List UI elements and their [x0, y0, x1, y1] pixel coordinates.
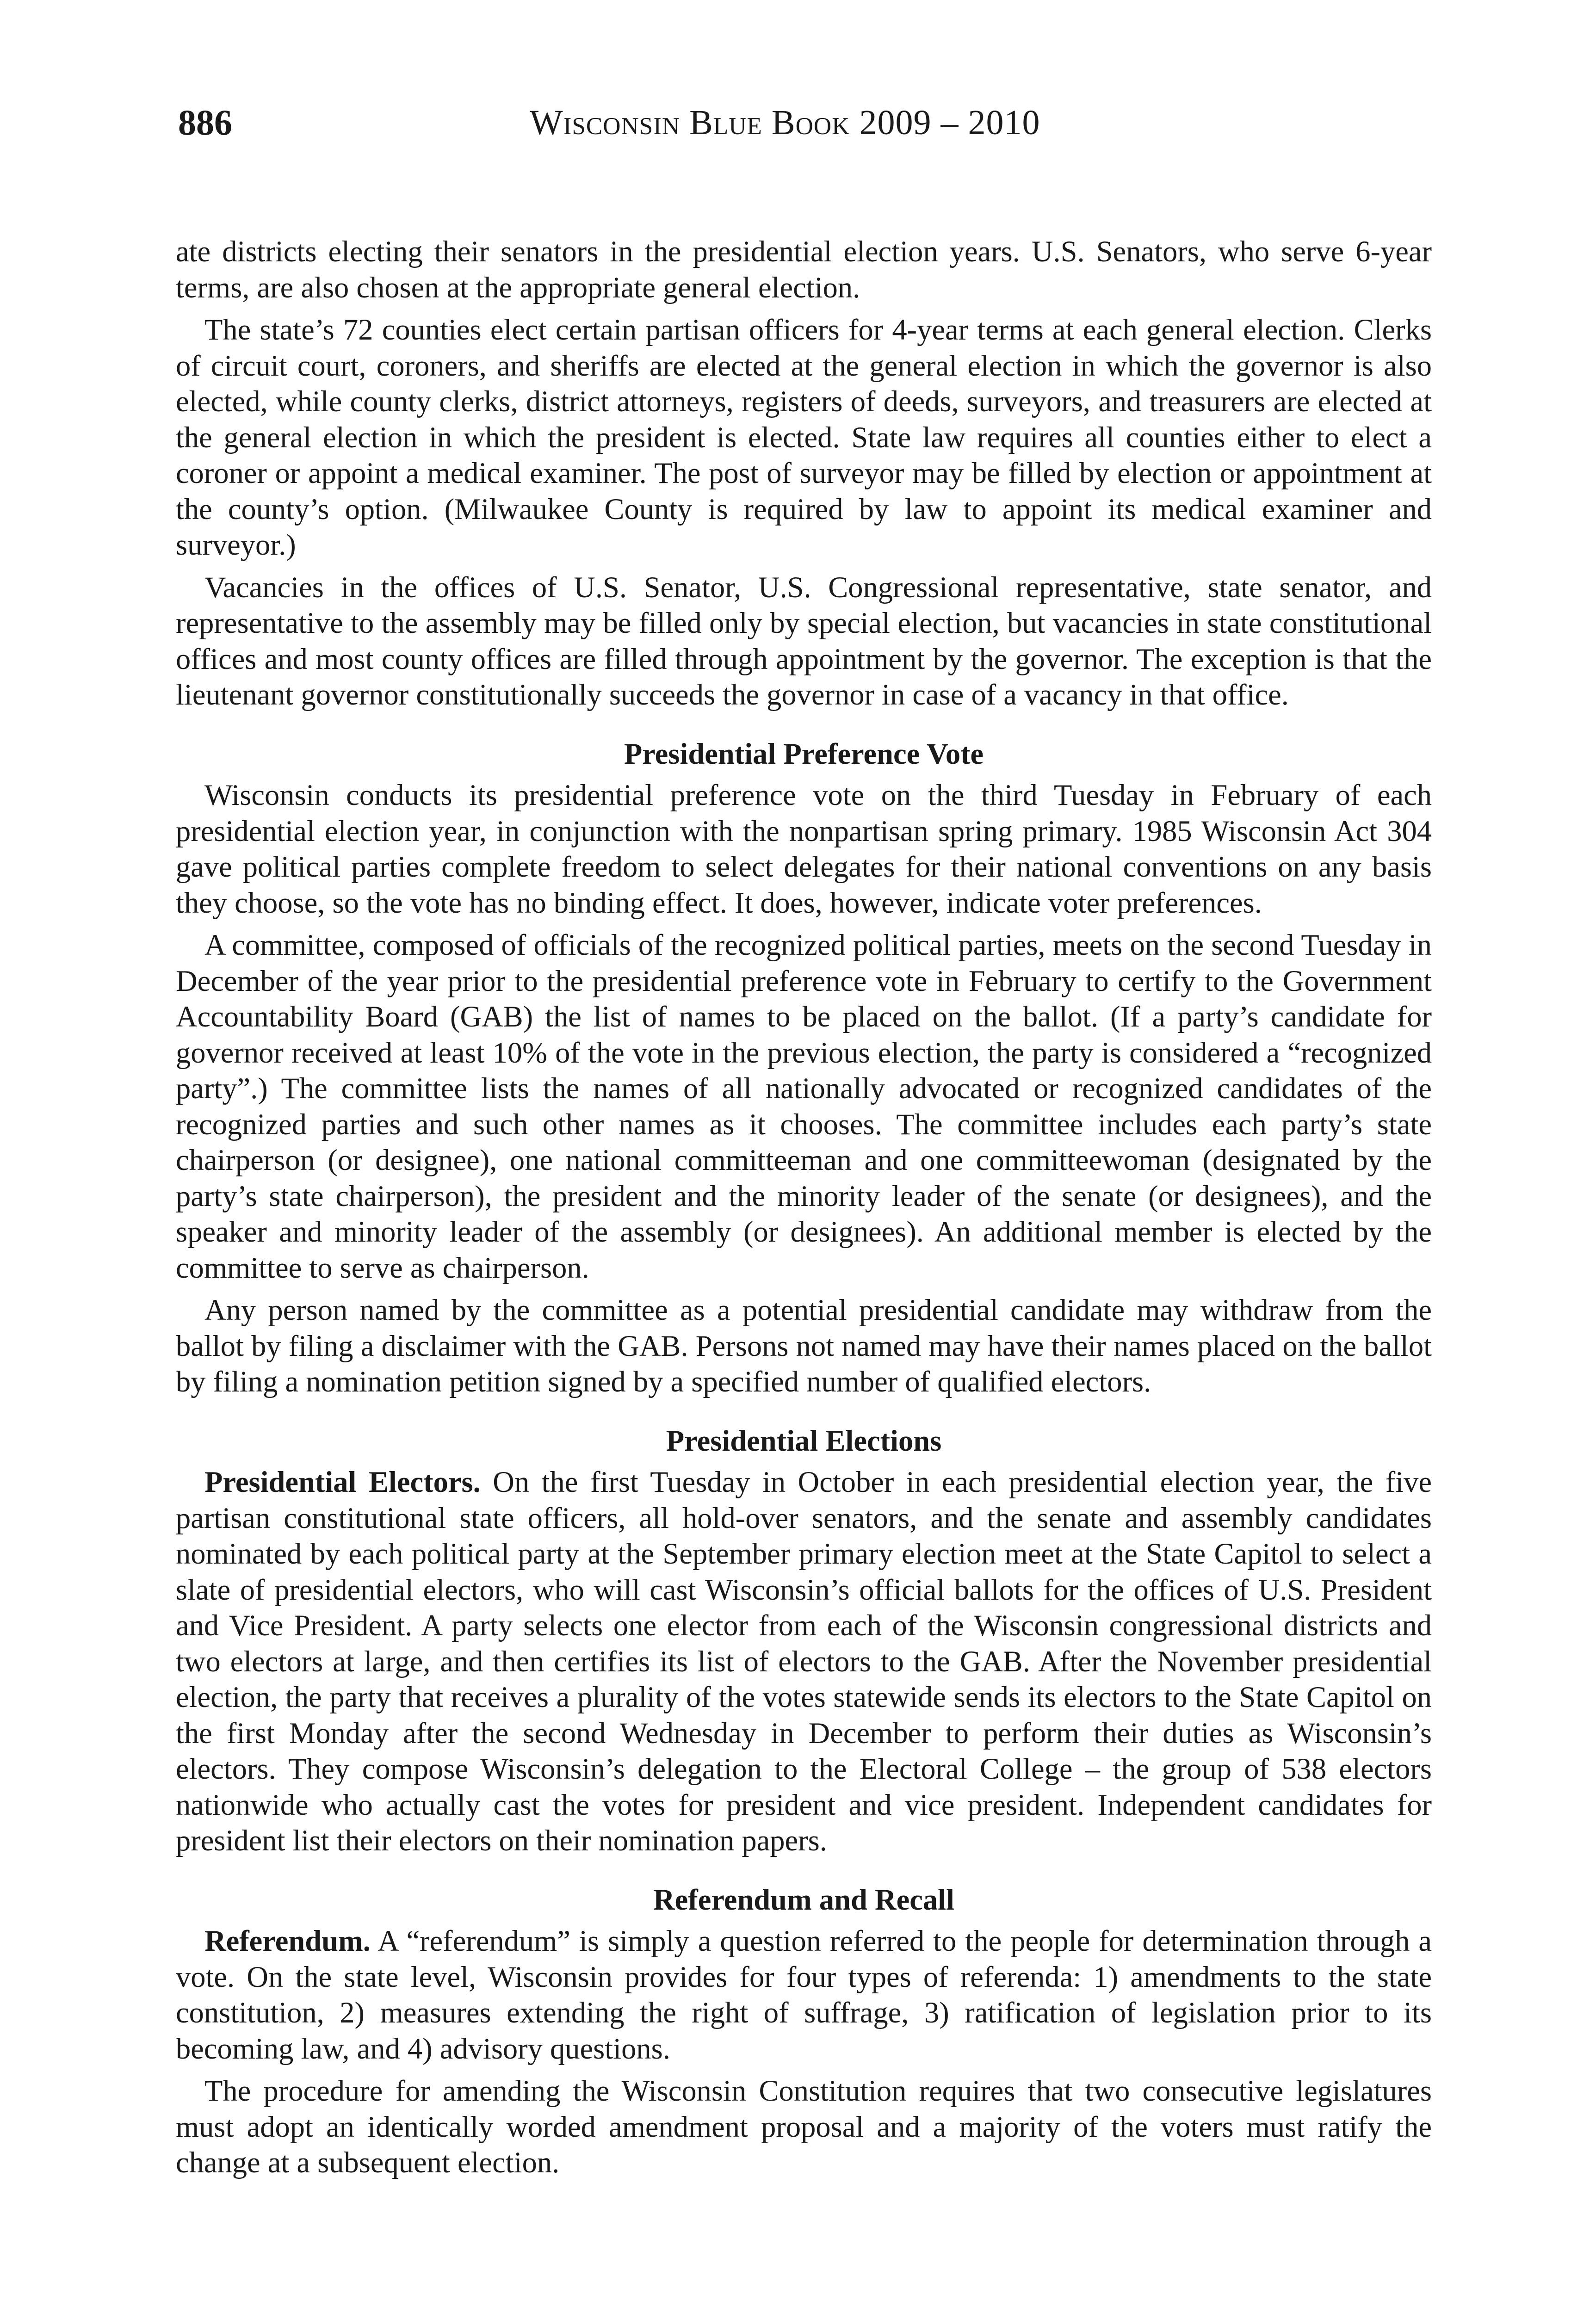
run-in-heading-referendum: Referendum.	[204, 1924, 371, 1957]
run-in-heading-electors: Presidential Electors.	[204, 1466, 481, 1498]
section-heading-presidential-elections: Presidential Elections	[666, 1424, 942, 1457]
book-title-word-2: lue	[713, 103, 762, 142]
section-heading-referendum-recall: Referendum and Recall	[653, 1883, 954, 1916]
book-title-initial-w: W	[530, 103, 563, 142]
paragraph-vacancies: Vacancies in the offices of U.S. Senator, U.S. Congressional representative, state senator, and representative to the assembly may be filled only by special election, but vacancies in state constitutional offices and most county offices are filled through appointment by the governor. The exception is that the lieutenant governor constitutionally succeeds the governor in case of a vacancy in that office.	[176, 570, 1432, 711]
paragraph-electors-text: On the first Tuesday in October in each presidential election year, the five partisan constitutional state officers, all hold-over senators, and the senate and assembly candidates nominated by each political party at the September primary election meet at the State Capitol to select a slate of presidential electors, who will cast Wisconsin’s official ballots for the offices of U.S. President and Vice President. A party selects one elector from each of the Wisconsin congressional districts and two electors at large, and then certifies its list of electors to the GAB. After the November presidential election, the party that receives a plurality of the votes statewide sends its electors to the State Capitol on the first Monday after the second Wednesday in December to perform their duties as Wisconsin’s electors. They compose Wisconsin’s delegation to the Electoral College – the group of 538 electors nationwide who actually cast the votes for president and vice president. Independent candidates for president list their electors on their nomination papers.	[176, 1466, 1432, 1857]
book-title	[530, 99, 1040, 146]
paragraph-preference-vote: Wisconsin conducts its presidential preference vote on the third Tuesday in February of each presidential election year, in conjunction with the nonpartisan spring primary. 1985 Wisconsin Act 304 gave political parties complete freedom to select delegates for their national conventions on any basis they choose, so the vote has no binding effect. It does, however, indicate voter preferences.	[176, 779, 1432, 919]
running-head	[178, 99, 1418, 146]
book-title-word-3: ook	[795, 103, 850, 142]
page-number: 886	[178, 102, 232, 142]
paragraph-withdraw: Any person named by the committee as a potential presidential candidate may withdraw from the ballot by filing a disclaimer with the GAB. Persons not named may have their names placed on the ballot by filing a nomination petition signed by a specified number of qualified electors.	[176, 1293, 1432, 1398]
body-text	[176, 234, 1432, 2187]
paragraph-continuation: ate districts electing their senators in the presidential election years. U.S. Senators, who serve 6-year terms, are also chosen at the appropriate general election.	[176, 235, 1432, 304]
paragraph-constitution-amendment: The procedure for amending the Wisconsin Constitution requires that two consecutive legislatures must adopt an identically worded amendment proposal and a majority of the voters must ratify the change at a subsequent election.	[176, 2074, 1432, 2179]
paragraph-referendum-text: A “referendum” is simply a question referred to the people for determination through a vote. On the state level, Wisconsin provides for four types of referenda: 1) amendments to the state constitution, 2) measures extending the right of suffrage, 3) ratification of legislation prior to its becoming law, and 4) advisory questions.	[176, 1924, 1432, 2065]
book-title-initial-b: B	[680, 103, 713, 142]
paragraph-referendum	[176, 1923, 1432, 2066]
book-title-years: 2009 – 2010	[850, 103, 1040, 142]
paragraph-presidential-electors	[176, 1464, 1432, 1859]
paragraph-county-officers: The state’s 72 counties elect certain partisan officers for 4-year terms at each general election. Clerks of circuit court, coroners, and sheriffs are elected at the general election in which the governor is also elected, while county clerks, district attorneys, registers of deeds, surveyors, and treasurers are elected at the general election in which the president is elected. State law requires all counties either to elect a coroner or appoint a medical examiner. The post of surveyor may be filled by election or appointment at the county’s option. (Milwaukee County is required by law to appoint its medical examiner and surveyor.)	[176, 313, 1432, 561]
paragraph-committee: A committee, composed of officials of the recognized political parties, meets on the second Tuesday in December of the year prior to the presidential preference vote in February to certify to the Government Accountability Board (GAB) the list of names to be placed on the ballot. (If a party’s candidate for governor received at least 10% of the vote in the previous election, the party is considered a “recognized party”.) The committee lists the names of all nationally advocated or recognized candidates of the recognized parties and such other names as it chooses. The committee includes each party’s state chairperson (or designee), one national committeeman and one committeewoman (designated by the party’s state chairperson), the president and the minority leader of the senate (or designees), and the speaker and minority leader of the assembly (or designees). An additional member is elected by the committee to serve as chairperson.	[176, 928, 1432, 1284]
section-heading-preference-vote: Presidential Preference Vote	[624, 737, 984, 770]
book-title-word-1: isconsin	[563, 103, 680, 142]
book-title-initial-b2: B	[762, 103, 796, 142]
